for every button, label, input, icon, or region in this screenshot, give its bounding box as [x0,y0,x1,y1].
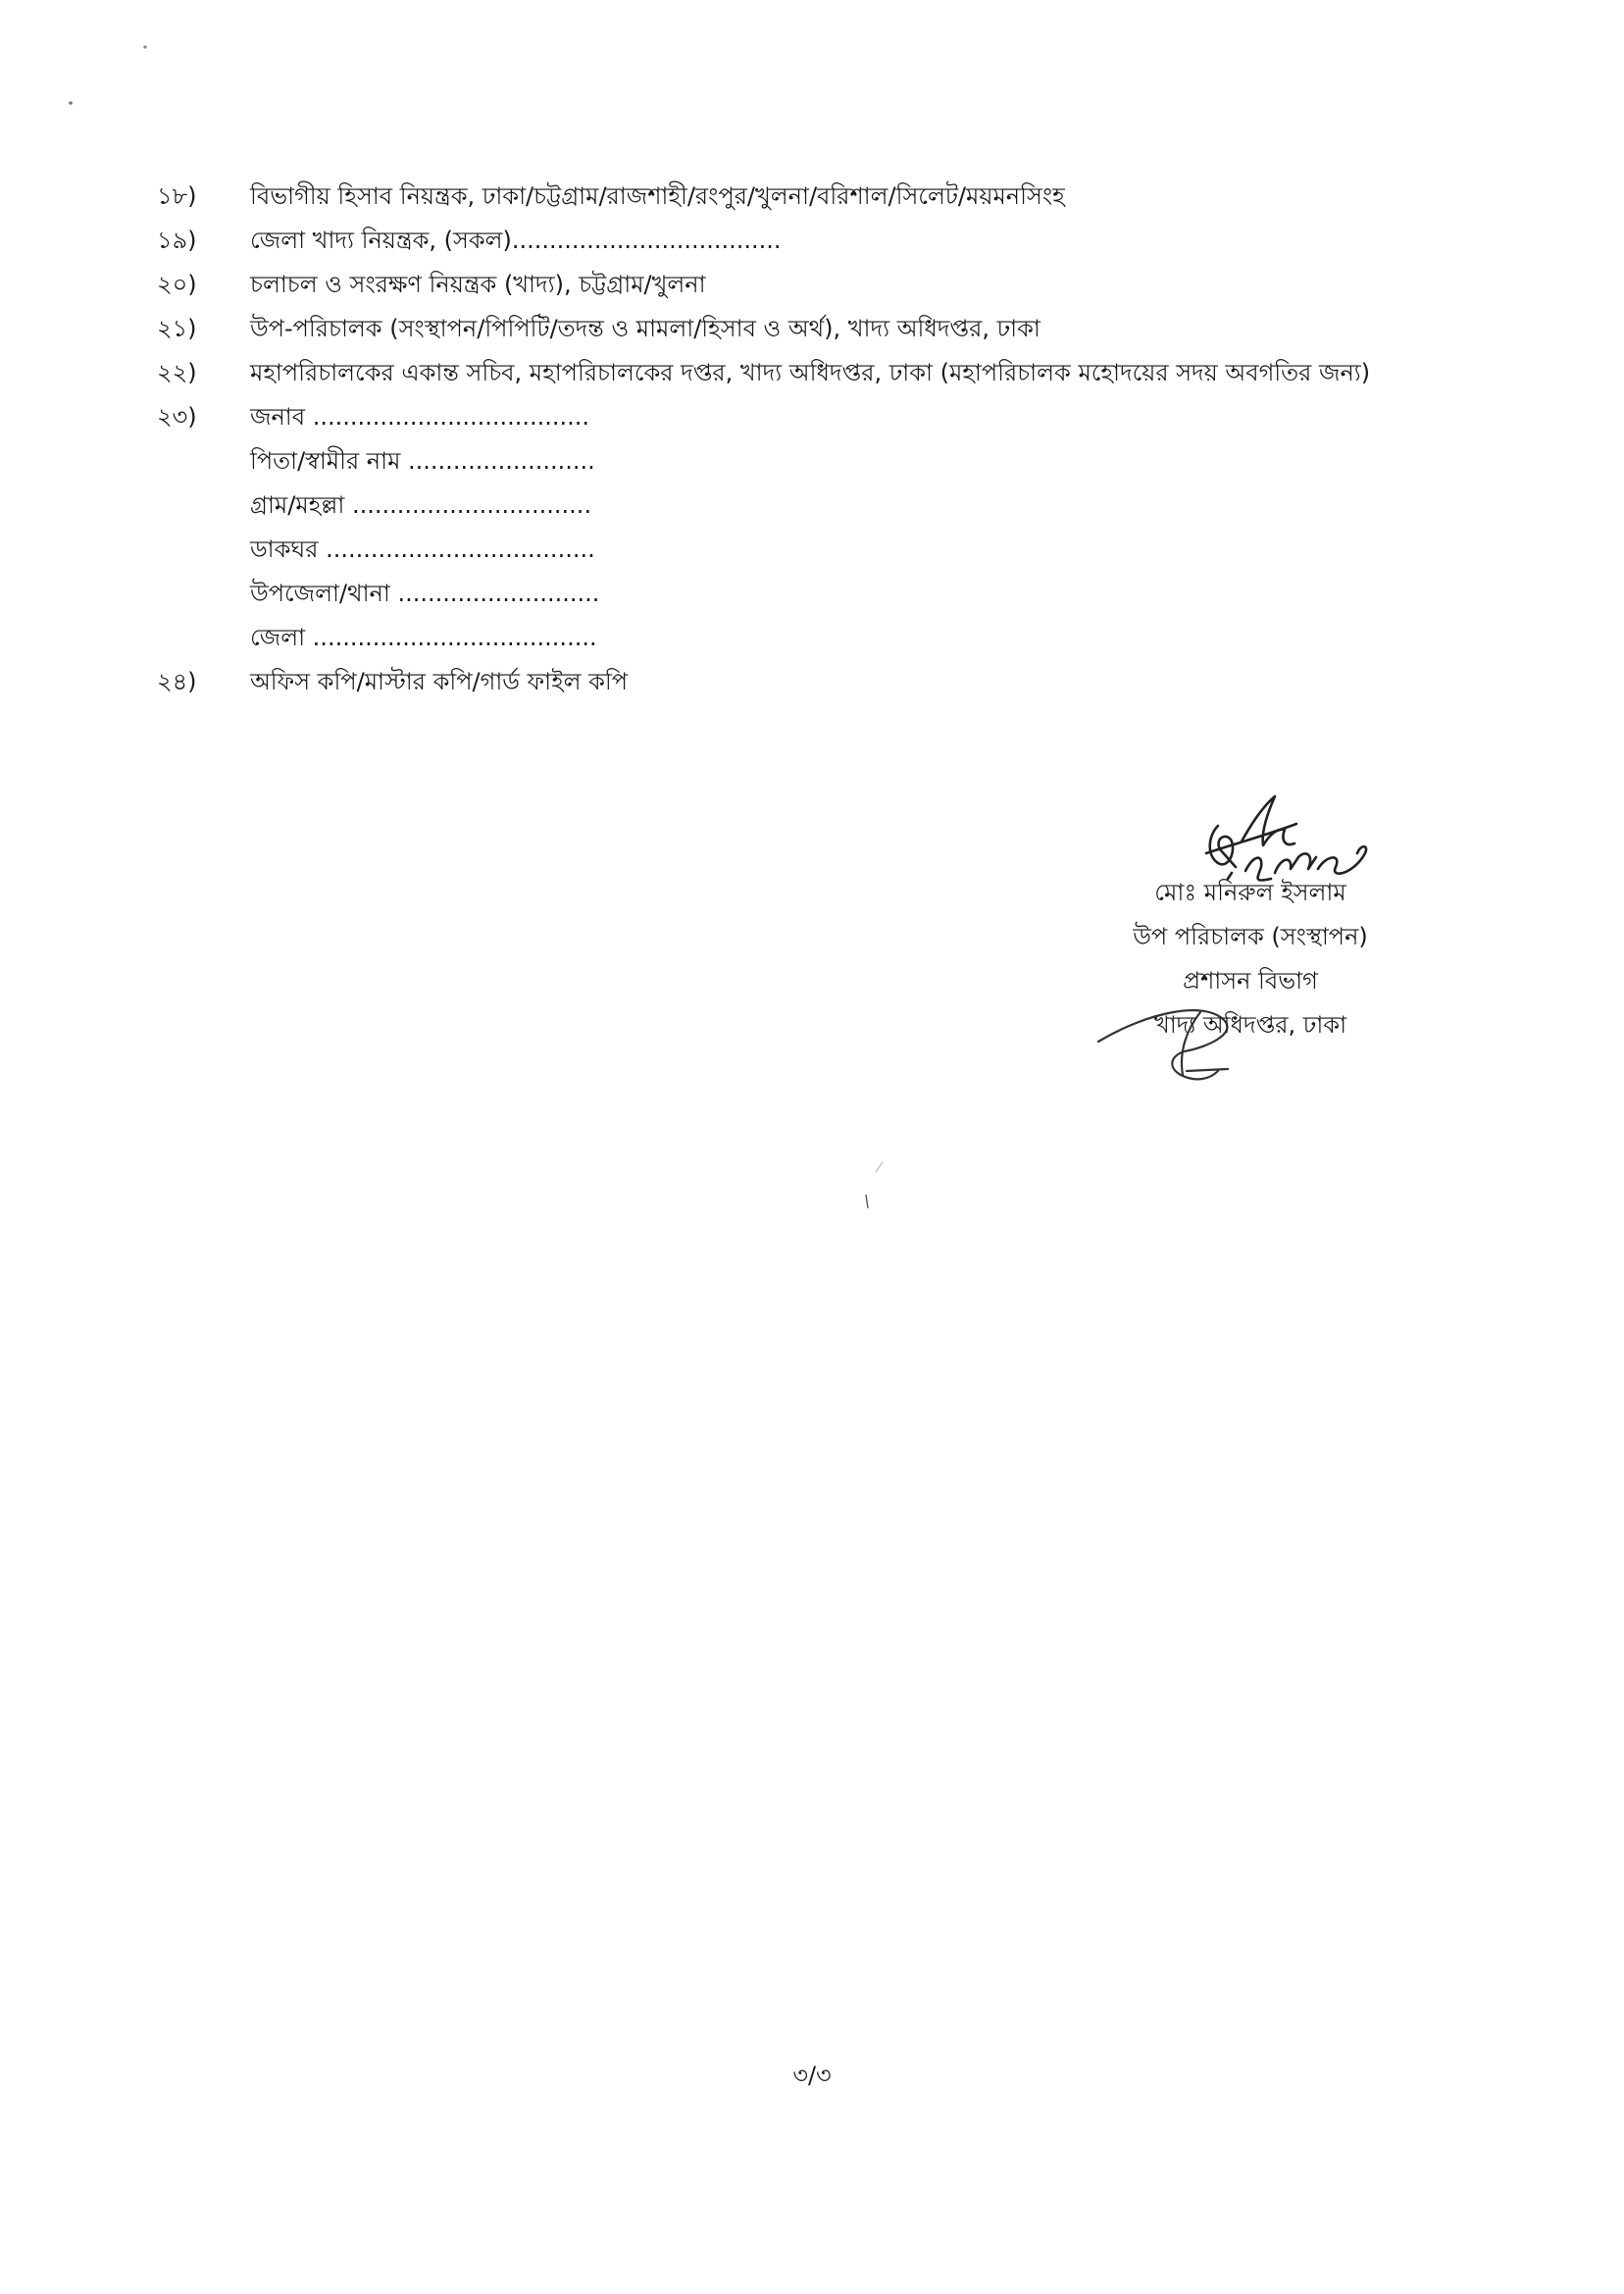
page-number: ৩/৩ [792,2062,832,2089]
recipient-name-line: জনাব ..................................... [250,403,590,431]
district-line: জেলা ...................................... [250,624,597,651]
item-text: জেলা খাদ্য নিয়ন্ত্রক, (সকল).................................... [250,227,782,254]
item-number: ১৮) [157,182,197,210]
signatory-name: মোঃ মনিরুল ইসলাম [1154,879,1346,906]
list-item-recipient-form [157,395,1471,660]
list-item [157,263,1471,307]
list-item [157,660,1471,704]
signatory-office: খাদ্য অধিদপ্তর, ঢাকা [1153,1011,1347,1039]
item-number: ২৩) [157,403,197,431]
signatory-details [1089,871,1412,1047]
item-number: ২৪) [157,668,197,695]
item-number: ২২) [157,359,197,386]
item-text: উপ-পরিচালক (সংস্থাপন/পিপিটি/তদন্ত ও মামলা/হিসাব ও অর্থ), খাদ্য অধিদপ্তর, ঢাকা [250,315,1040,342]
item-text: মহাপরিচালকের একান্ত সচিব, মহাপরিচালকের দপ্তর, খাদ্য অধিদপ্তর, ঢাকা (মহাপরিচালক মহোদয়ের সদয় অবগতির জন্য) [250,359,1371,386]
list-item [157,219,1471,263]
item-text: চলাচল ও সংরক্ষণ নিয়ন্ত্রক (খাদ্য), চট্টগ্রাম/খুলনা [250,271,706,298]
village-line: গ্রাম/মহল্লা ................................ [250,491,592,519]
signature-block [1089,785,1412,1108]
list-item [157,175,1471,219]
father-husband-name-line: পিতা/স্বামীর নাম ......................... [250,447,595,475]
signatory-designation: উপ পরিচালক (সংস্থাপন) [1133,923,1368,950]
signatory-division: প্রশাসন বিভাগ [1183,967,1318,994]
upazila-line: উপজেলা/থানা ........................... [250,580,600,607]
item-number: ২১) [157,315,197,342]
list-item [157,307,1471,351]
recipient-form-lines [250,395,1471,660]
item-text: বিভাগীয় হিসাব নিয়ন্ত্রক, ঢাকা/চট্টগ্রাম/রাজশাহী/রংপুর/খুলনা/বরিশাল/সিলেট/ময়মনসিংহ [250,182,1065,210]
post-office-line: ডাকঘর .................................... [250,535,595,563]
item-number: ১৯) [157,227,197,254]
item-text: অফিস কপি/মাস্টার কপি/গার্ড ফাইল কপি [250,668,629,695]
list-item [157,351,1471,395]
distribution-list [157,175,1471,704]
item-number: ২০) [157,271,197,298]
